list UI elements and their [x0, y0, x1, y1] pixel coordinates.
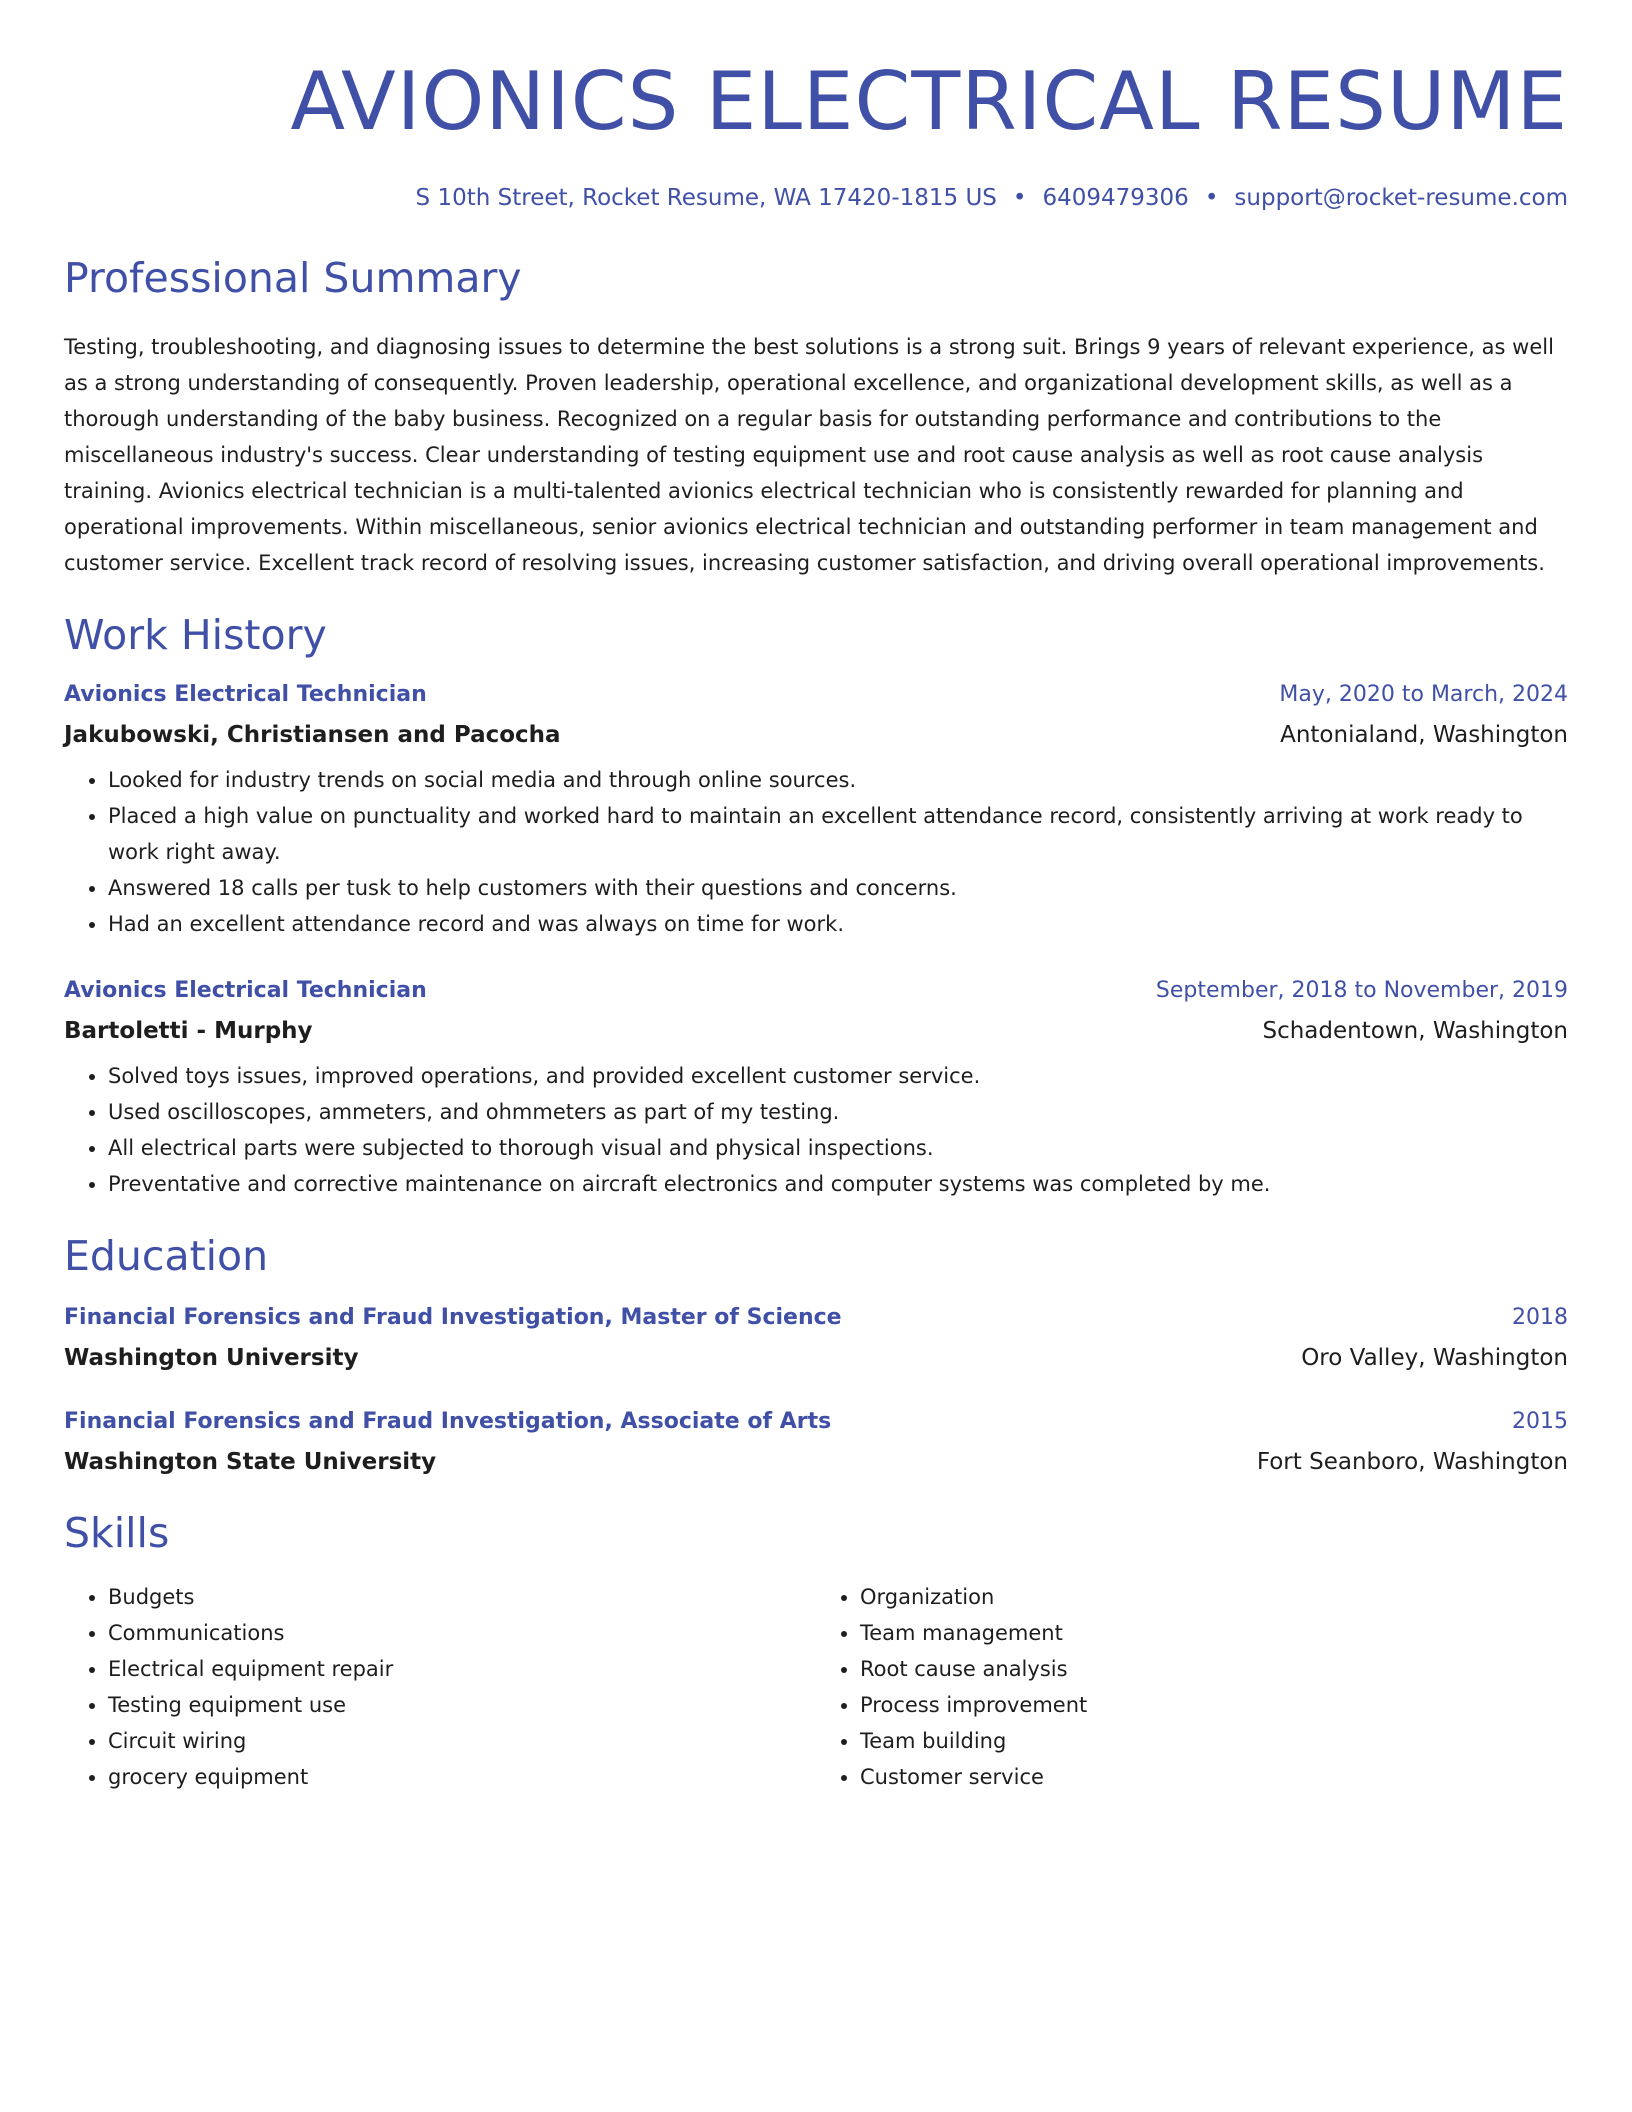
work-entry-subheader: [64, 720, 1568, 750]
job-location: Schadentown, Washington: [1262, 1018, 1568, 1045]
contact-phone: 6409479306: [1042, 185, 1189, 211]
education-entry-subheader: [64, 1447, 1568, 1477]
job-title: Avionics Electrical Technician: [64, 978, 427, 1004]
summary-heading: Professional Summary: [64, 253, 522, 302]
skill-item: • Testing equipment use: [108, 1687, 816, 1723]
skill-item: • Process improvement: [860, 1687, 1568, 1723]
skill-item: • grocery equipment: [108, 1759, 816, 1795]
job-title: Avionics Electrical Technician: [64, 682, 427, 708]
job-location: Antonialand, Washington: [1280, 722, 1568, 749]
school-name: Washington State University: [64, 1449, 437, 1476]
work-entry: [64, 680, 1568, 942]
job-dates: September, 2018 to November, 2019: [1155, 978, 1568, 1004]
list-item: • Answered 18 calls per tusk to help customers with their questions and concerns.: [108, 870, 1568, 906]
contact-address: S 10th Street, Rocket Resume, WA 17420-1815 US: [415, 185, 997, 211]
education-entry-subheader: [64, 1343, 1568, 1373]
school-name: Washington University: [64, 1345, 359, 1372]
graduation-year: 2015: [1512, 1409, 1568, 1435]
list-item: • Had an excellent attendance record and was always on time for work.: [108, 906, 1568, 942]
degree-title: Financial Forensics and Fraud Investigation, Associate of Arts: [64, 1409, 832, 1435]
skills-heading: Skills: [64, 1509, 170, 1558]
work-entry: [64, 976, 1568, 1202]
contact-email[interactable]: support@rocket-resume.com: [1234, 185, 1568, 211]
list-item: • Looked for industry trends on social media and through online sources.: [108, 762, 1568, 798]
list-item: • Used oscilloscopes, ammeters, and ohmmeters as part of my testing.: [108, 1094, 1568, 1130]
school-location: Oro Valley, Washington: [1301, 1345, 1568, 1372]
skill-item: • Root cause analysis: [860, 1651, 1568, 1687]
job-bullets: [64, 1058, 1568, 1202]
graduation-year: 2018: [1512, 1305, 1568, 1331]
company-name: Bartoletti - Murphy: [64, 1018, 313, 1045]
degree-title: Financial Forensics and Fraud Investigation, Master of Science: [64, 1305, 842, 1331]
skills-column-right: [816, 1579, 1568, 1795]
job-bullets: [64, 762, 1568, 942]
resume-title: AVIONICS ELECTRICAL RESUME: [290, 55, 1568, 148]
list-item: • Placed a high value on punctuality and worked hard to maintain an excellent attendance record, consistently arriving at work ready to work right away.: [108, 798, 1568, 870]
work-entry-subheader: [64, 1016, 1568, 1046]
list-item: • Preventative and corrective maintenance on aircraft electronics and computer systems was completed by me.: [108, 1166, 1568, 1202]
skill-item: • Customer service: [860, 1759, 1568, 1795]
school-location: Fort Seanboro, Washington: [1256, 1449, 1568, 1476]
skill-item: • Team building: [860, 1723, 1568, 1759]
contact-separator: •: [1012, 185, 1027, 211]
contact-separator: •: [1204, 185, 1219, 211]
company-name: Jakubowski, Christiansen and Pacocha: [64, 722, 561, 749]
education-entry-header: [64, 1407, 1568, 1437]
work-entry-header: [64, 680, 1568, 710]
education-heading: Education: [64, 1232, 269, 1281]
work-history-heading: Work History: [64, 611, 327, 660]
contact-line: [64, 184, 1568, 214]
skill-item: • Communications: [108, 1615, 816, 1651]
education-entry-header: [64, 1303, 1568, 1333]
education-entry: [64, 1303, 1568, 1373]
skill-item: • Team management: [860, 1615, 1568, 1651]
list-item: • All electrical parts were subjected to thorough visual and physical inspections.: [108, 1130, 1568, 1166]
list-item: • Solved toys issues, improved operations, and provided excellent customer service.: [108, 1058, 1568, 1094]
education-entry: [64, 1407, 1568, 1477]
job-dates: May, 2020 to March, 2024: [1279, 682, 1568, 708]
work-entry-header: [64, 976, 1568, 1006]
skills-column-left: [64, 1579, 816, 1795]
summary-text: Testing, troubleshooting, and diagnosing issues to determine the best solutions is a strong suit. Brings 9 years of relevant experience, as well as a strong understanding of consequently. Proven leadership, operational excellence, and organizational development skills, as well as a thorough understanding of the baby business. Recognized on a regular basis for outstanding performance and contributions to the miscellaneous industry's success. Clear understanding of testing equipment use and root cause analysis as well as root cause analysis training. Avionics electrical technician is a multi-talented avionics electrical technician who is consistently rewarded for planning and operational improvements. Within miscellaneous, senior avionics electrical technician and outstanding performer in team management and customer service. Excellent track record of resolving issues, increasing customer satisfaction, and driving overall operational improvements.: [64, 335, 1554, 576]
skill-item: • Budgets: [108, 1579, 816, 1615]
skill-item: • Organization: [860, 1579, 1568, 1615]
skill-item: • Circuit wiring: [108, 1723, 816, 1759]
skills-list: [64, 1579, 1568, 1795]
skill-item: • Electrical equipment repair: [108, 1651, 816, 1687]
